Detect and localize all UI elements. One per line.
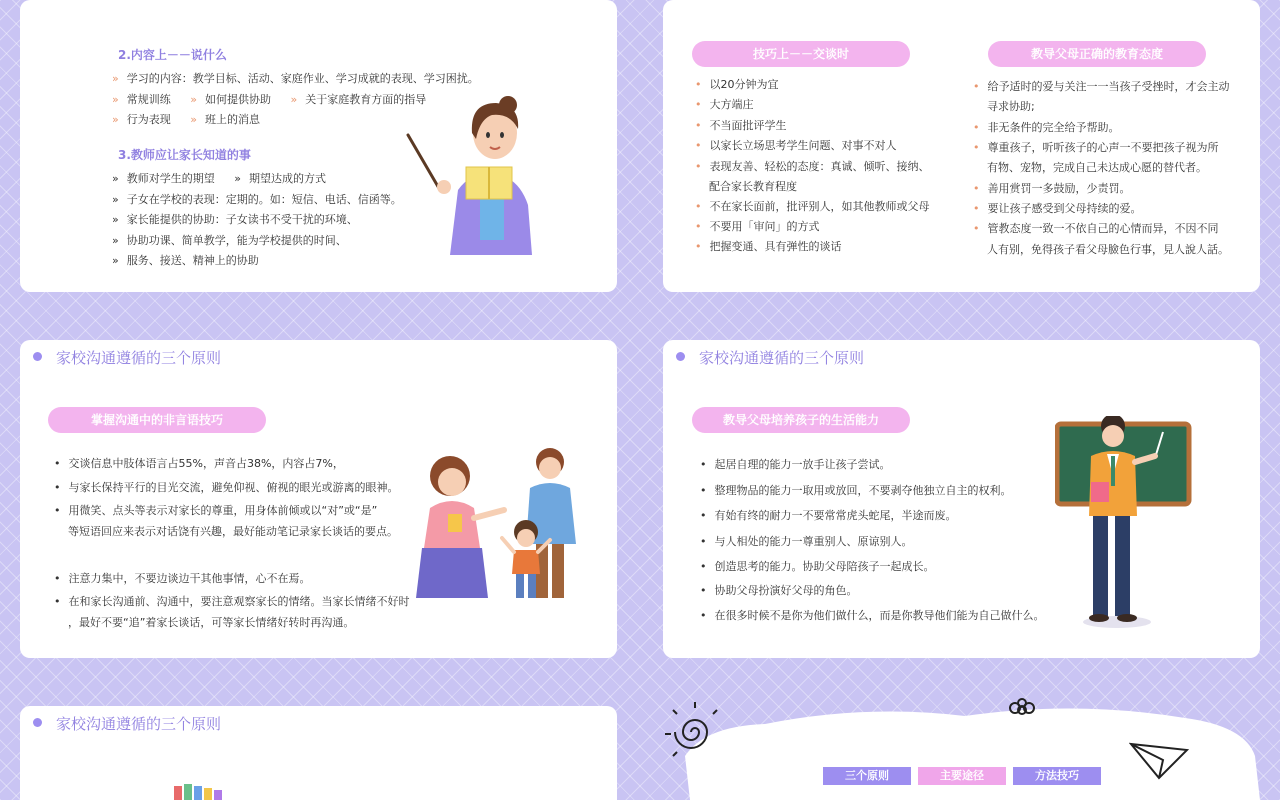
list-item: • 不在家长面前，批评别人，如其他教师或父母: [695, 200, 930, 213]
dot-bullet-icon: •: [54, 595, 61, 608]
list-item: • 尊重孩子，听听孩子的心声一不要把孩子视为所: [973, 141, 1219, 154]
list-item: • 以20分钟为宜: [695, 78, 779, 91]
list-item: » 常规训练 » 如何提供协助 » 关于家庭教育方面的指导: [112, 93, 427, 106]
dot-bullet-icon: •: [700, 484, 707, 497]
list-item: • 不要用「审问」的方式: [695, 220, 820, 233]
list-item: • 交谈信息中肢体语言占55%，声音占38%，内容占7%，: [54, 457, 344, 470]
list-item: • 协助父母扮演好父母的角色。: [700, 584, 858, 597]
flower-doodle-icon: [1007, 698, 1037, 722]
list-item-continued: ，最好不要“追”着家长谈话，可等家长情绪好转时再沟通。: [68, 616, 355, 629]
pill-heading-conversation: 技巧上－－交谈时: [692, 41, 910, 67]
pencils-icon: [170, 780, 230, 800]
pill-heading-attitude: 教导父母正确的教育态度: [988, 41, 1206, 67]
page-title: 家校沟通遵循的三个原则: [33, 713, 221, 734]
arrow-bullet-icon: »: [112, 72, 119, 85]
list-item: » 学习的内容：教学目标、活动、家庭作业、学习成就的表现、学习困扰。: [112, 72, 479, 85]
dot-bullet-icon: •: [973, 182, 980, 195]
list-item: • 要让孩子感受到父母持续的爱。: [973, 202, 1142, 215]
list-item: • 注意力集中，不要边谈边干其他事情，心不在焉。: [54, 572, 311, 585]
dot-marker-icon: [33, 718, 42, 727]
arrow-bullet-icon: »: [112, 113, 119, 126]
dot-bullet-icon: •: [700, 535, 707, 548]
dot-bullet-icon: •: [695, 119, 702, 132]
slide-panel-overview[interactable]: [645, 686, 1280, 800]
list-item-continued: 配合家长教育程度: [709, 180, 797, 193]
list-item: • 善用赏罚一多鼓励，少责罚。: [973, 182, 1131, 195]
list-item: • 表现友善、轻松的态度：真诚、倾听、接纳、: [695, 160, 930, 173]
dot-bullet-icon: •: [54, 457, 61, 470]
family-illustration: [408, 448, 592, 608]
dot-bullet-icon: •: [700, 584, 707, 597]
list-item: • 创造思考的能力。协助父母陪孩子一起成长。: [700, 560, 935, 573]
tab-main-approaches[interactable]: 主要途径: [918, 767, 1006, 785]
dot-bullet-icon: •: [695, 139, 702, 152]
pill-heading-life-skills: 教导父母培养孩子的生活能力: [692, 407, 910, 433]
dot-bullet-icon: •: [700, 458, 707, 471]
dot-marker-icon: [676, 352, 685, 361]
list-item: • 用微笑、点头等表示对家长的尊重，用身体前倾或以“对”或“是”: [54, 504, 378, 517]
dot-bullet-icon: •: [695, 240, 702, 253]
dot-bullet-icon: •: [695, 78, 702, 91]
dot-bullet-icon: •: [700, 509, 707, 522]
list-item: • 把握变通、具有弹性的谈话: [695, 240, 842, 253]
arrow-bullet-icon: »: [234, 172, 241, 185]
list-item: • 非无条件的完全给予帮助。: [973, 121, 1120, 134]
list-item: • 管教态度一致一不依自己的心情而异，不因不同: [973, 222, 1219, 235]
slide-panel-life-skills[interactable]: [663, 340, 1260, 658]
dot-bullet-icon: •: [973, 80, 980, 93]
list-item-continued: 等短语回应来表示对话饶有兴趣，最好能动笔记录家长谈话的要点。: [68, 525, 398, 538]
list-item: • 大方端庄: [695, 98, 754, 111]
slide-panel-content[interactable]: [20, 0, 617, 292]
sun-spiral-icon: [663, 700, 727, 764]
dot-bullet-icon: •: [700, 609, 707, 622]
page-title: 家校沟通遵循的三个原则: [33, 347, 221, 368]
arrow-bullet-icon: »: [112, 193, 119, 206]
arrow-bullet-icon: »: [112, 213, 119, 226]
dot-bullet-icon: •: [695, 160, 702, 173]
list-item: » 协助功课、简单教学，能为学校提供的时间、: [112, 234, 347, 247]
list-item: • 起居自理的能力一放手让孩子尝试。: [700, 458, 891, 471]
slide-panel-principles[interactable]: [20, 706, 617, 800]
arrow-bullet-icon: »: [112, 234, 119, 247]
tab-method-skills[interactable]: 方法技巧: [1013, 767, 1101, 785]
arrow-bullet-icon: »: [290, 93, 298, 106]
list-item-continued: 寻求协助;: [987, 100, 1035, 113]
dot-bullet-icon: •: [973, 202, 980, 215]
dot-marker-icon: [33, 352, 42, 361]
list-item: » 家长能提供的协助：子女读书不受干扰的环境、: [112, 213, 358, 226]
paper-plane-icon: [1129, 740, 1189, 780]
dot-bullet-icon: •: [973, 222, 980, 235]
dot-bullet-icon: •: [695, 98, 702, 111]
slide-panel-nonverbal[interactable]: [20, 340, 617, 658]
dot-bullet-icon: •: [973, 121, 980, 134]
list-item: • 在和家长沟通前、沟通中，要注意观察家长的情绪。当家长情绪不好时: [54, 595, 410, 608]
list-item: » 行为表现 » 班上的消息: [112, 113, 260, 126]
list-item: • 在很多时候不是你为他们做什么，而是你教导他们能为自己做什么。: [700, 609, 1045, 622]
list-item: • 不当面批评学生: [695, 119, 787, 132]
arrow-bullet-icon: »: [190, 93, 197, 106]
male-teacher-illustration: [1055, 416, 1195, 631]
dot-bullet-icon: •: [54, 504, 61, 517]
list-item: • 与人相处的能力一尊重别人、原谅别人。: [700, 535, 913, 548]
list-item: • 与家长保持平行的目光交流，避免仰视、俯视的眼光或游离的眼神。: [54, 481, 399, 494]
dot-bullet-icon: •: [695, 220, 702, 233]
list-item-continued: 人有别，免得孩子看父母臉色行事，見人說人話。: [987, 243, 1229, 256]
list-item: » 子女在学校的表现：定期的。如：短信、电话、信函等。: [112, 193, 402, 206]
arrow-bullet-icon: »: [190, 113, 197, 126]
list-item: • 整理物品的能力一取用或放回，不要剥夺他独立自主的权利。: [700, 484, 1012, 497]
list-item: » 服务、接送、精神上的协助: [112, 254, 259, 267]
list-item: • 给予适时的爱与关注一一当孩子受挫时，才会主动: [973, 80, 1230, 93]
tab-three-principles[interactable]: 三个原则: [823, 767, 911, 785]
dot-bullet-icon: •: [695, 200, 702, 213]
list-item-continued: 有物、宠物，完成自己未达成心愿的替代者。: [987, 161, 1207, 174]
dot-bullet-icon: •: [700, 560, 707, 573]
list-item: » 教师对学生的期望 » 期望达成的方式: [112, 172, 326, 185]
dot-bullet-icon: •: [973, 141, 980, 154]
pill-heading-nonverbal: 掌握沟通中的非言语技巧: [48, 407, 266, 433]
list-item: • 以家长立场思考学生问题、对事不对人: [695, 139, 897, 152]
arrow-bullet-icon: »: [112, 254, 119, 267]
section-title-content: 2.内容上－－说什么: [118, 48, 227, 62]
arrow-bullet-icon: »: [112, 93, 119, 106]
section-title-parents: 3.教师应让家长知道的事: [118, 148, 251, 162]
arrow-bullet-icon: »: [112, 172, 119, 185]
dot-bullet-icon: •: [54, 572, 61, 585]
dot-bullet-icon: •: [54, 481, 61, 494]
slide-panel-skills[interactable]: [663, 0, 1260, 292]
page-title: 家校沟通遵循的三个原则: [676, 347, 864, 368]
teacher-illustration: [400, 95, 550, 255]
list-item: • 有始有终的耐力一不要常常虎头蛇尾，半途而废。: [700, 509, 957, 522]
